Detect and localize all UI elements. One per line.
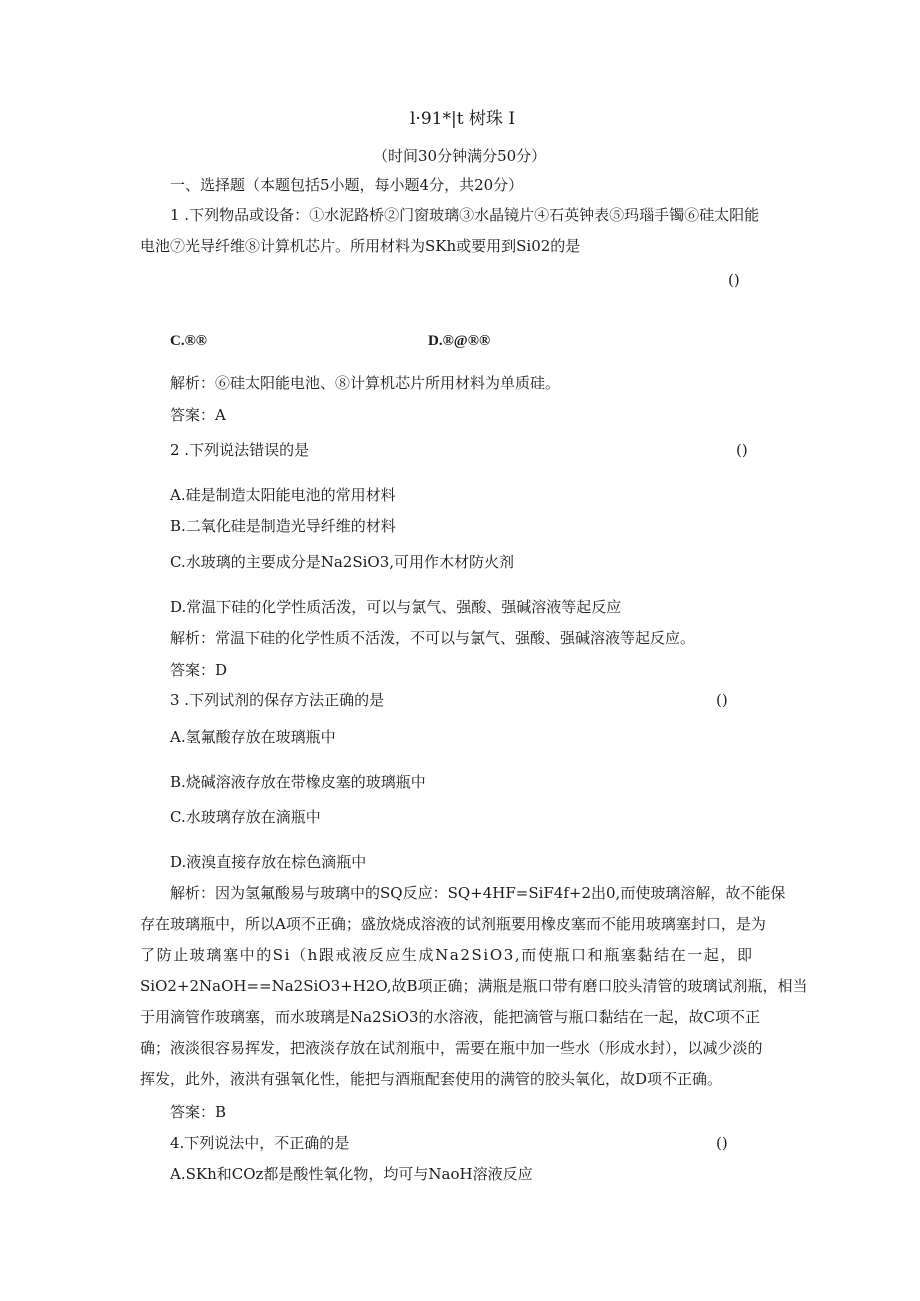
question-3-analysis-line1: 解析：因为氢氟酸易与玻璃中的SQ反应：SQ+4HF=SiF4f+2出0,而使玻璃溶解，故不能保 [170,884,786,902]
question-2-stem: 2 .下列说法错误的是 [170,441,310,459]
question-3-option-d: D.液溴直接存放在棕色滴瓶中 [170,853,367,871]
question-2-option-a: A.硅是制造太阳能电池的常用材料 [170,486,396,504]
section-heading: 一、选择题（本题包括5小题，每小题4分，共20分） [170,176,524,194]
question-1-option-d: D.®@®® [428,333,491,349]
question-1-analysis: 解析：⑥硅太阳能电池、⑧计算机芯片所用材料为单质硅。 [170,374,561,392]
question-3-option-c: C.水玻璃存放在滴瓶中 [170,808,321,826]
question-3-analysis-line7: 挥发，此外，液洪有强氧化性，能把与酒瓶配套使用的满管的胶头氧化，故D项不正确。 [140,1070,723,1088]
question-1-stem-line1: 1 .下列物品或设备：①水泥路桥②门窗玻璃③水晶镜片④石英钟表⑤玛瑙手镯⑥硅太阳能 [170,206,760,224]
question-2-answer-bracket: () [736,441,748,459]
question-3-analysis-line6: 确；液淡很容易挥发，把液淡存放在试剂瓶中，需要在瓶中加一些水（形成水封），以减少淡的 [140,1039,763,1057]
question-4-answer-bracket: () [716,1134,728,1152]
question-3-analysis-line5: 于用滴管作玻璃塞，而水玻璃是Na2SiO3的水溶液，能把滴管与瓶口黏结在一起，故C项不正 [140,1008,761,1026]
question-3-option-a: A.氢氟酸存放在玻璃瓶中 [170,728,336,746]
question-2-option-d: D.常温下硅的化学性质活泼，可以与氯气、强酸、强碱溶液等起反应 [170,598,622,616]
page-title: l·91*|t 树珠 I [410,109,516,129]
question-1-stem-line2: 电池⑦光导纤维⑧计算机芯片。所用材料为SKh或要用到Si02的是 [140,237,581,255]
question-2-option-b: B.二氧化硅是制造光导纤维的材料 [170,517,396,535]
time-score-note: （时间30分钟满分50分） [373,147,547,165]
question-2-analysis: 解析：常温下硅的化学性质不活泼，不可以与氯气、强酸、强碱溶液等起反应。 [170,629,696,647]
question-3-analysis-line2: 存在玻璃瓶中，所以A项不正确；盛放烧成溶液的试剂瓶要用橡皮塞而不能用玻璃塞封口，是为 [140,915,766,933]
question-3-analysis-line4: SiO2+2NaOH==Na2SiO3+H2O,故B项正确；满瓶是瓶口带有磨口胶头清管的玻璃试剂瓶，相当 [140,977,808,995]
question-2-answer: 答案：D [170,661,228,679]
question-4-option-a: A.SKh和COz都是酸性氧化物，均可与NaoH溶液反应 [170,1165,533,1183]
question-3-answer-bracket: () [716,691,728,709]
question-1-answer-bracket: () [728,271,740,289]
question-4-stem: 4.下列说法中，不正确的是 [170,1134,350,1152]
question-1-answer: 答案：A [170,406,226,424]
question-3-answer: 答案：B [170,1103,227,1121]
question-2-option-c: C.水玻璃的主要成分是Na2SiO3,可用作木材防火剂 [170,553,515,571]
question-3-analysis-line3: 了防止玻璃塞中的Si（h跟戒液反应生成Na2SiO3,而使瓶口和瓶塞黏结在一起，即 [140,946,754,964]
question-1-option-c: C.®® [170,333,207,349]
question-3-option-b: B.烧碱溶液存放在带橡皮塞的玻璃瓶中 [170,773,426,791]
question-3-stem: 3 .下列试剂的保存方法正确的是 [170,691,385,709]
